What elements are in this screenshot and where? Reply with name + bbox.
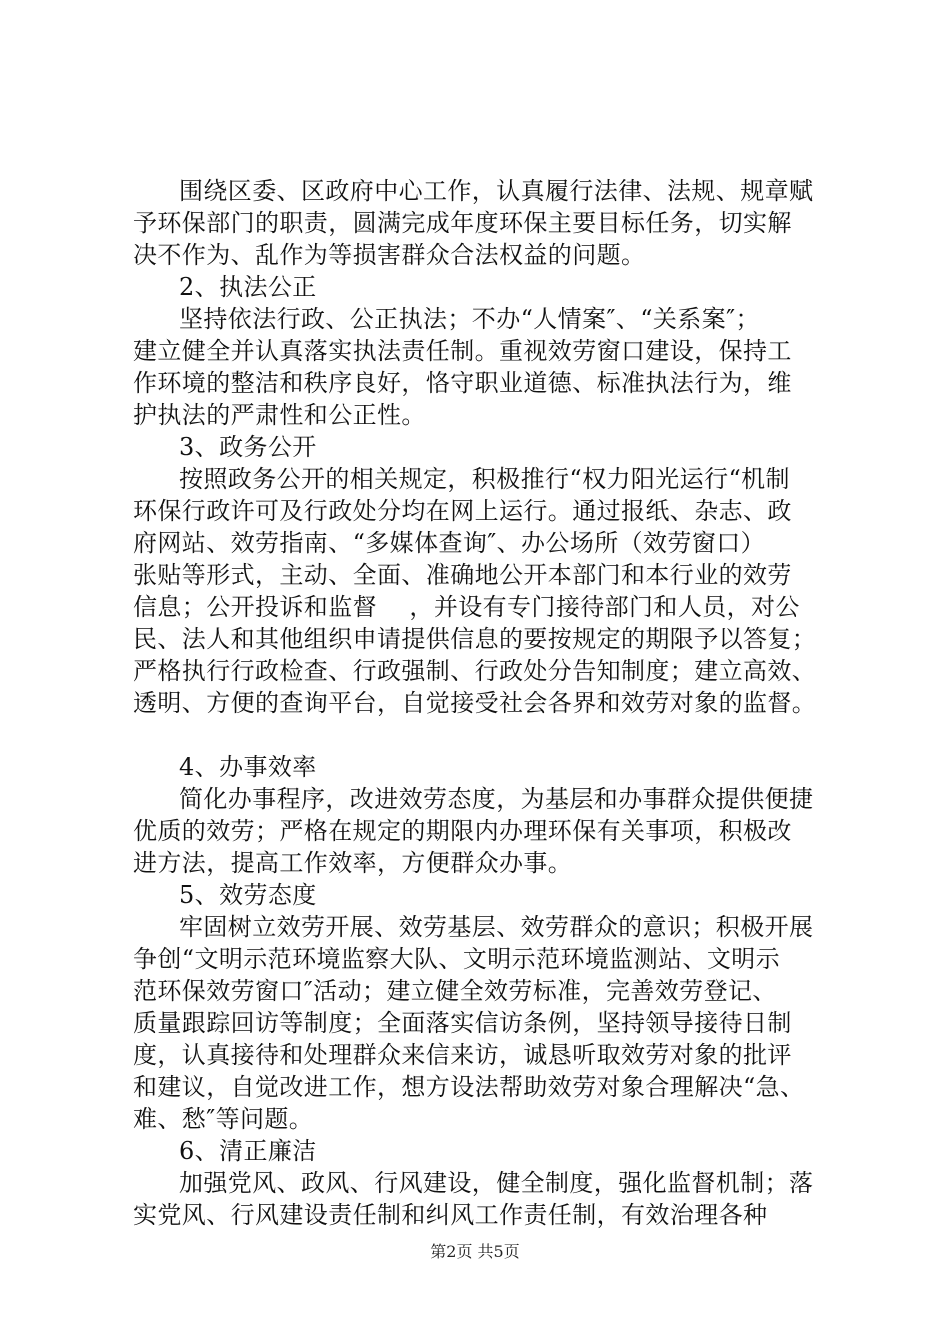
paragraph-line: 范环保效劳窗口″活动；建立健全效劳标准，完善效劳登记、 — [133, 977, 777, 1005]
paragraph-line: 优质的效劳；严格在规定的期限内办理环保有关事项，积极改 — [133, 817, 792, 845]
paragraph-line: 难、愁″等问题。 — [133, 1105, 314, 1133]
paragraph-line: 予环保部门的职责，圆满完成年度环保主要目标任务，切实解 — [133, 209, 792, 237]
paragraph-line: 护执法的严肃性和公正性。 — [133, 401, 426, 429]
paragraph-line: 透明、方便的查询平台，自觉接受社会各界和效劳对象的监督。 — [133, 689, 817, 717]
paragraph-line: 进方法，提高工作效率，方便群众办事。 — [133, 849, 573, 877]
paragraph-line: 围绕区委、区政府中心工作，认真履行法律、法规、规章赋 — [179, 177, 814, 205]
page-number-footer: 第2页 共5页 — [430, 1242, 520, 1261]
blank-line — [133, 719, 833, 751]
paragraph-line: 信息；公开投诉和监督 ，并设有专门接待部门和人员，对公 — [133, 593, 800, 621]
section-heading: 2、执法公正 — [179, 273, 317, 301]
paragraph-line: 严格执行行政检查、行政强制、行政处分告知制度；建立高效、 — [133, 657, 817, 685]
paragraph-line: 和建议，自觉改进工作，想方设法帮助效劳对象合理解决“急、 — [133, 1073, 805, 1101]
paragraph-line: 建立健全并认真落实执法责任制。重视效劳窗口建设，保持工 — [133, 337, 792, 365]
paragraph-line: 简化办事程序，改进效劳态度，为基层和办事群众提供便捷 — [179, 785, 814, 813]
paragraph-line: 度，认真接待和处理群众来信来访，诚恳听取效劳对象的批评 — [133, 1041, 792, 1069]
section-heading: 5、效劳态度 — [179, 881, 317, 909]
paragraph-line: 牢固树立效劳开展、效劳基层、效劳群众的意识；积极开展 — [179, 913, 814, 941]
paragraph-line: 按照政务公开的相关规定，积极推行“权力阳光运行“机制 — [179, 465, 790, 493]
paragraph-line: 张贴等形式，主动、全面、准确地公开本部门和本行业的效劳 — [133, 561, 792, 589]
section-heading: 6、清正廉洁 — [179, 1137, 317, 1165]
paragraph-line: 争创“文明示范环境监察大队、文明示范环境监测站、文明示 — [133, 945, 781, 973]
document-body — [133, 175, 833, 1231]
paragraph-line: 民、法人和其他组织申请提供信息的要按规定的期限予以答复； — [133, 625, 817, 653]
paragraph-line: 坚持依法行政、公正执法；不办“人情案″、“关系案″； — [179, 305, 760, 333]
section-heading: 3、政务公开 — [179, 433, 317, 461]
section-heading: 4、办事效率 — [179, 753, 317, 781]
paragraph-line: 决不作为、乱作为等损害群众合法权益的问题。 — [133, 241, 646, 269]
paragraph-line: 质量跟踪回访等制度；全面落实信访条例，坚持领导接待日制 — [133, 1009, 792, 1037]
paragraph-line: 作环境的整洁和秩序良好，恪守职业道德、标准执法行为，维 — [133, 369, 792, 397]
paragraph-line: 加强党风、政风、行风建设，健全制度，强化监督机制；落 — [179, 1169, 814, 1197]
paragraph-line: 实党风、行风建设责任制和纠风工作责任制，有效治理各种 — [133, 1201, 768, 1229]
paragraph-line: 府网站、效劳指南、“多媒体查询″、办公场所（效劳窗口） — [133, 529, 766, 557]
paragraph-line: 环保行政许可及行政处分均在网上运行。通过报纸、杂志、政 — [133, 497, 792, 525]
